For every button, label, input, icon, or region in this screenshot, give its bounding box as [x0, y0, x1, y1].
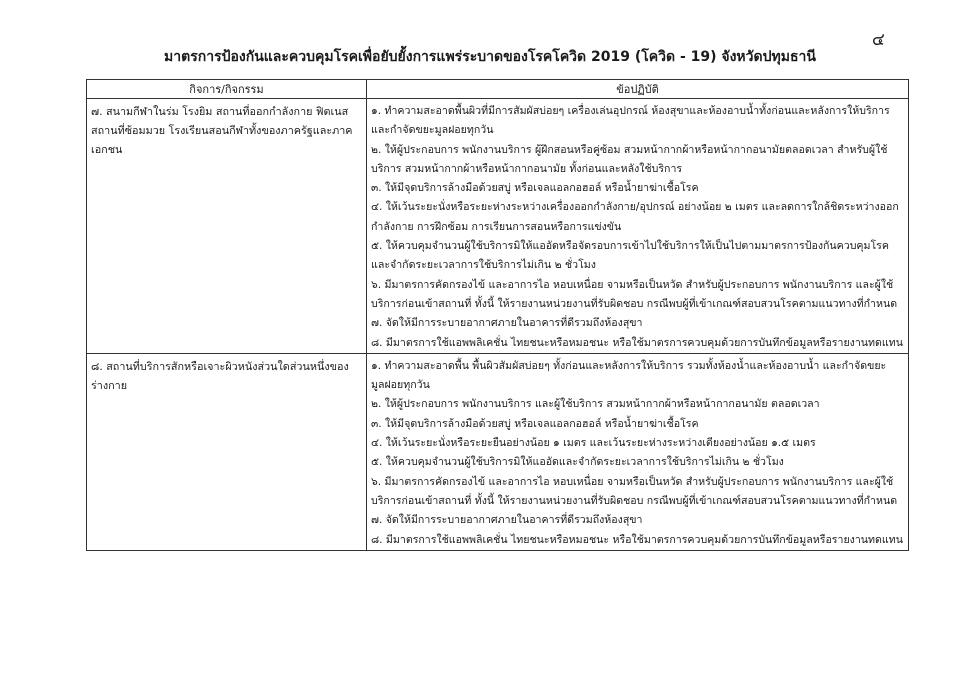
practice-item: ๓. ให้มีจุดบริการล้างมือด้วยสบู่ หรือเจลแอลกอฮอล์ หรือน้ำยาฆ่าเชื้อโรค: [371, 182, 699, 195]
practice-item: ๔. ให้เว้นระยะนั่งหรือระยะห่างระหว่างเครื่องออกกำลังกาย/อุปกรณ์ อย่างน้อย ๒ เมตร และลดการใกล้ชิดระหว่างออกกำลังกาย การฝึกซ้อม การเรียนการสอนหรือการแข่งขัน: [371, 201, 899, 233]
practice-item: ๖. มีมาตรการคัดกรองไข้ และอาการไอ หอบเหนื่อย จามหรือเป็นหวัด สำหรับผู้ประกอบการ พนักงานบริการ และผู้ใช้บริการก่อนเข้าสถานที่ ทั้งนี้ ให้รายงานหน่วยงานที่รับผิดชอบ กรณีพบผู้ที่เข้าเกณฑ์สอบสวนโรคตามแนวทางที่กำหนด: [371, 475, 898, 507]
table-header-row: [87, 80, 909, 99]
practice-list: [371, 102, 904, 353]
column-header-practices: ข้อปฏิบัติ: [367, 80, 909, 99]
page-number: ๔: [872, 30, 885, 50]
activity-cell: ๘. สถานที่บริการสักหรือเจาะผิวหนังส่วนใดส่วนหนึ่งของร่างกาย: [87, 353, 367, 550]
practice-item: ๑. ทำความสะอาดพื้นผิวที่มีการสัมผัสบ่อยๆ เครื่องเล่นอุปกรณ์ ห้องสุขาและห้องอาบน้ำทั้งก่อนและหลังการให้บริการ และกำจัดขยะมูลฝอยทุกวัน: [371, 105, 890, 137]
column-header-activity: กิจการ/กิจกรรม: [87, 80, 367, 99]
practice-item: ๗. จัดให้มีการระบายอากาศภายในอาคารที่ดีรวมถึงห้องสุขา: [371, 317, 643, 330]
document-title: มาตรการป้องกันและควบคุมโรคเพื่อยับยั้งการแพร่ระบาดของโรคโควิด 2019 (โควิด - 19) จังหวัดปทุมธานี: [164, 49, 816, 65]
practice-item: ๘. มีมาตรการใช้แอพพลิเคชั่น ไทยชนะหรือหมอชนะ หรือใช้มาตรการควบคุมด้วยการบันทึกข้อมูลหรือรายงานทดแทน: [371, 533, 903, 546]
table-row: [87, 99, 909, 354]
practice-item: ๖. มีมาตรการคัดกรองไข้ และอาการไอ หอบเหนื่อย จามหรือเป็นหวัด สำหรับผู้ประกอบการ พนักงานบริการ และผู้ใช้บริการก่อนเข้าสถานที่ ทั้งนี้ ให้รายงานหน่วยงานที่รับผิดชอบ กรณีพบผู้ที่เข้าเกณฑ์สอบสวนโรคตามแนวทางที่กำหนด: [371, 278, 898, 310]
practices-cell: [367, 353, 909, 550]
practice-list: [371, 357, 904, 550]
practice-item: ๒. ให้ผู้ประกอบการ พนักงานบริการ ผู้ฝึกสอนหรือคู่ซ้อม สวมหน้ากากผ้าหรือหน้ากากอนามัยตลอดเวลา สำหรับผู้ใช้บริการ สวมหน้ากากผ้าหรือหน้ากากอนามัย ทั้งก่อนและหลังใช้บริการ: [371, 143, 888, 175]
practice-item: ๔. ให้เว้นระยะนั่งหรือระยะยืนอย่างน้อย ๑ เมตร และเว้นระยะห่างระหว่างเตียงอย่างน้อย ๑.๕ เมตร: [371, 437, 816, 450]
practice-item: ๓. ให้มีจุดบริการล้างมือด้วยสบู่ หรือเจลแอลกอฮอล์ หรือน้ำยาฆ่าเชื้อโรค: [371, 417, 699, 430]
measures-table: [86, 79, 909, 551]
practice-item: ๗. จัดให้มีการระบายอากาศภายในอาคารที่ดีรวมถึงห้องสุขา: [371, 514, 643, 527]
practice-item: ๕. ให้ควบคุมจำนวนผู้ใช้บริการมิให้แออัดและจำกัดระยะเวลาการใช้บริการไม่เกิน ๒ ชั่วโมง: [371, 456, 784, 469]
practices-cell: [367, 99, 909, 354]
practice-item: ๘. มีมาตรการใช้แอพพลิเคชั่น ไทยชนะหรือหมอชนะ หรือใช้มาตรการควบคุมด้วยการบันทึกข้อมูลหรือรายงานทดแทน: [371, 336, 903, 349]
activity-cell: ๗. สนามกีฬาในร่ม โรงยิม สถานที่ออกกำลังกาย ฟิตเนส สถานที่ซ้อมมวย โรงเรียนสอนกีฬาทั้งของภาครัฐและภาคเอกชน: [87, 99, 367, 354]
practice-item: ๕. ให้ควบคุมจำนวนผู้ใช้บริการมิให้แออัดหรือจัดรอบการเข้าไปใช้บริการให้เป็นไปตามมาตรการป้องกันควบคุมโรคและจำกัดระยะเวลาการใช้บริการไม่เกิน ๒ ชั่วโมง: [371, 240, 889, 272]
practice-item: ๒. ให้ผู้ประกอบการ พนักงานบริการ และผู้ใช้บริการ สวมหน้ากากผ้าหรือหน้ากากอนามัย ตลอดเวลา: [371, 398, 820, 411]
practice-item: ๑. ทำความสะอาดพื้น พื้นผิวสัมผัสบ่อยๆ ทั้งก่อนและหลังการให้บริการ รวมทั้งห้องน้ำและห้องอาบน้ำ และกำจัดขยะมูลฝอยทุกวัน: [371, 359, 887, 392]
table-row: [87, 353, 909, 550]
